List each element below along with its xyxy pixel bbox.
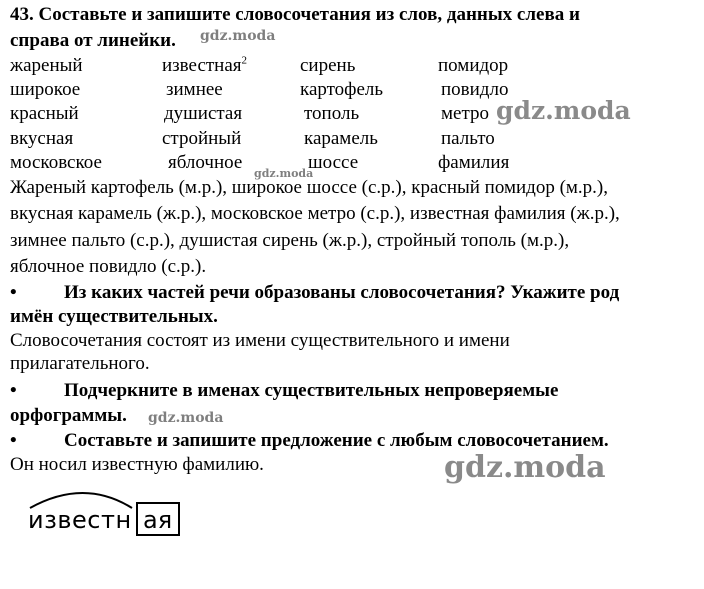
answer-3-line-1: Он носил известную фамилию. — [10, 454, 264, 475]
grid-word: зимнее — [166, 79, 223, 100]
grid-word: душистая — [164, 103, 243, 124]
answer-line-4: яблочное повидло (с.р.). — [10, 256, 207, 277]
question-3-line-1: Составьте и запишите предложение с любым словосочетанием. — [64, 430, 609, 451]
bullet-marker: • — [10, 380, 17, 401]
grid-word: картофель — [300, 79, 384, 100]
grid-word: стройный — [162, 128, 242, 149]
grid-word: яблочное — [168, 152, 243, 173]
watermark: gdz.moda — [148, 410, 224, 426]
grid-word: красный — [10, 103, 79, 124]
answer-line-1: Жареный картофель (м.р.), широкое шоссе (с.р.), красный помидор (м.р.), — [10, 177, 609, 198]
grid-word-text: известная — [162, 55, 242, 76]
bullet-marker: • — [10, 430, 17, 451]
watermark: gdz.moda — [496, 96, 631, 125]
answer-line-2: вкусная карамель (ж.р.), московское метро (с.р.), известная фамилия (ж.р.), — [10, 203, 620, 224]
grid-word: пальто — [441, 128, 495, 149]
footnote-mark: 2 — [241, 54, 248, 67]
grid-word: широкое — [10, 79, 81, 100]
task-title-line-2: справа от линейки. — [10, 30, 176, 51]
bullet-marker: • — [10, 282, 17, 303]
grid-word — [162, 55, 247, 77]
grid-word: метро — [441, 103, 489, 124]
watermark: gdz.moda — [254, 167, 314, 180]
grid-word: помидор — [438, 55, 509, 76]
question-2-line-2: орфограммы. — [10, 405, 127, 426]
question-2-line-1: Подчеркните в именах существительных непроверяемые — [64, 380, 559, 401]
morpheme-ending: ая — [143, 506, 173, 534]
answer-1-line-1: Словосочетания состоят из имени существительного и имени — [10, 330, 510, 351]
grid-word: фамилия — [438, 152, 510, 173]
morpheme-ending-box — [136, 502, 180, 536]
watermark: gdz.moda — [200, 28, 276, 44]
question-1-line-1: Из каких частей речи образованы словосочетания? Укажите род — [64, 282, 620, 303]
grid-word: жареный — [10, 55, 83, 76]
morpheme-stem: известн — [28, 506, 132, 534]
grid-word: шоссе — [308, 152, 359, 173]
grid-word: тополь — [304, 103, 360, 124]
grid-word: вкусная — [10, 128, 74, 149]
grid-word: повидло — [441, 79, 509, 100]
watermark: gdz.moda — [444, 450, 606, 485]
grid-word: московское — [10, 152, 102, 173]
grid-word: карамель — [304, 128, 378, 149]
question-1-line-2: имён существительных. — [10, 306, 218, 327]
task-title-line-1: 43. Составьте и запишите словосочетания из слов, данных слева и — [10, 4, 580, 25]
answer-line-3: зимнее пальто (с.р.), душистая сирень (ж.р.), стройный тополь (м.р.), — [10, 230, 570, 251]
answer-1-line-2: прилагательного. — [10, 353, 150, 374]
morpheme-analysis — [26, 484, 186, 544]
grid-word: сирень — [300, 55, 356, 76]
